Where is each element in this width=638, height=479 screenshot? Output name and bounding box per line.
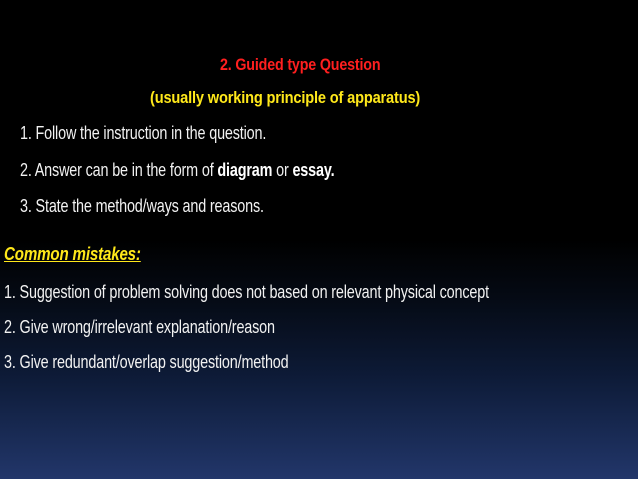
mistakes-heading: Common mistakes: [4, 244, 141, 264]
mistake-item-1: 1. Suggestion of problem solving does not based on relevant physical concept [4, 282, 489, 302]
instruction-item-1: 1. Follow the instruction in the question. [20, 123, 267, 143]
instruction-item-3: 3. State the method/ways and reasons. [20, 196, 264, 216]
slide-title: 2. Guided type Question [220, 55, 381, 74]
instruction-item-2 [20, 160, 334, 181]
instruction-item-2-prefix: 2. Answer can be in the form of [20, 160, 218, 180]
instruction-item-2-middle: or [272, 160, 293, 180]
mistake-item-2: 2. Give wrong/irrelevant explanation/reason [4, 317, 275, 337]
instruction-item-2-diagram: diagram [217, 160, 273, 180]
mistake-item-3: 3. Give redundant/overlap suggestion/method [4, 352, 289, 372]
slide-subtitle: (usually working principle of apparatus) [150, 88, 421, 107]
instruction-item-2-essay: essay. [292, 160, 335, 180]
